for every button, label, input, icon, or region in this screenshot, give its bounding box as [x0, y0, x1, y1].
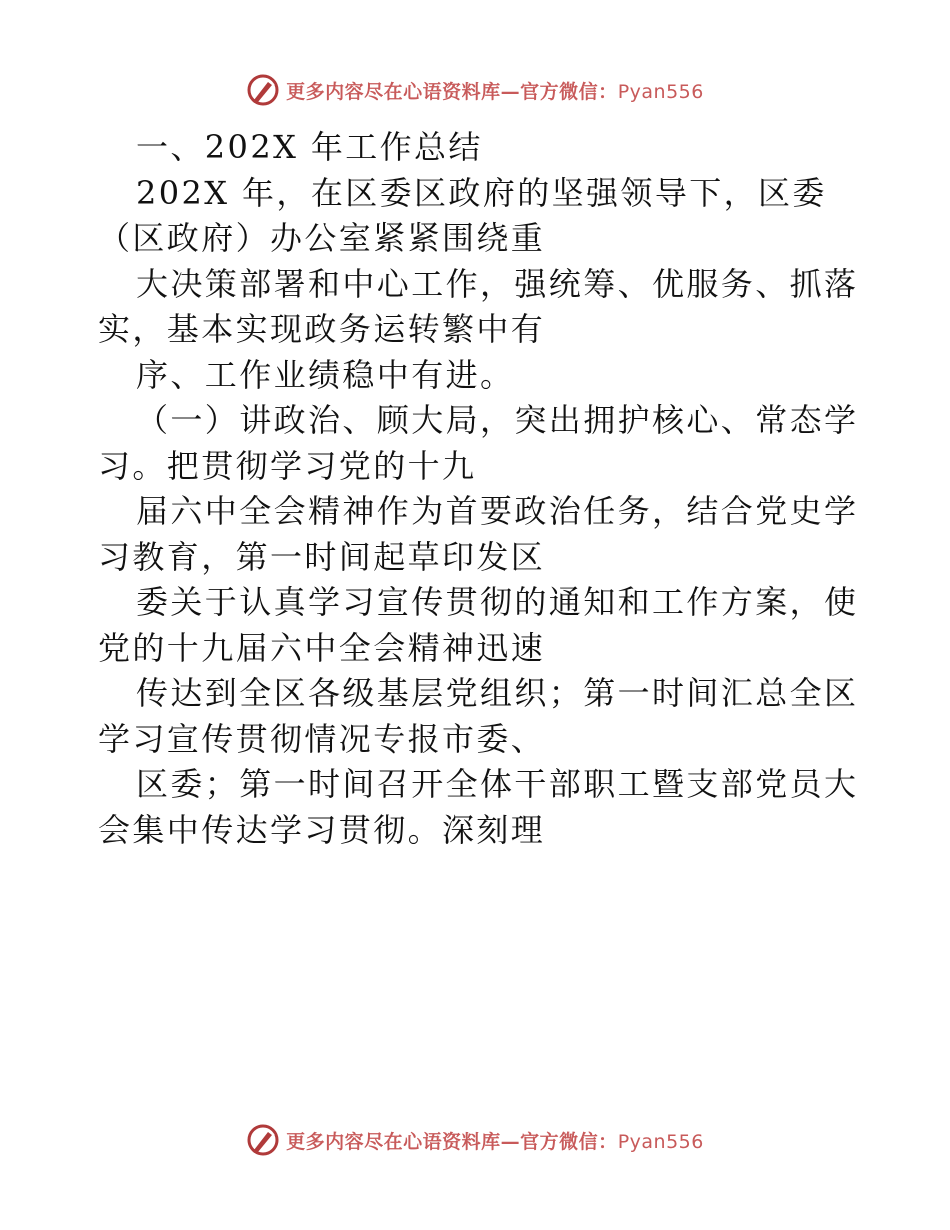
- quill-pen-circle-icon: [246, 1123, 280, 1157]
- paragraph-line: 党的十九届六中全会精神迅速: [98, 628, 546, 667]
- watermark-text: 更多内容尽在心语资料库—官方微信：Pyan556: [286, 1130, 704, 1153]
- paragraph-line: 习。把贯彻学习党的十九: [98, 446, 477, 485]
- watermark-text: 更多内容尽在心语资料库—官方微信：Pyan556: [286, 80, 704, 103]
- section-title: 一、202X 年工作总结: [136, 128, 483, 166]
- paragraph-line: 202X 年，在区委区政府的坚强领导下，区委: [136, 173, 827, 212]
- document-body: [98, 125, 858, 853]
- paragraph-line: 大决策部署和中心工作，强统筹、优服务、抓落: [136, 264, 858, 303]
- paragraph-line: （区政府）办公室紧紧围绕重: [98, 219, 546, 257]
- paragraph-line: 区委；第一时间召开全体干部职工暨支部党员大: [136, 765, 858, 803]
- paragraph-line: 习教育，第一时间起草印发区: [98, 537, 546, 576]
- footer-watermark: [0, 1120, 950, 1160]
- paragraph-line: 序、工作业绩稳中有进。: [136, 355, 515, 394]
- header-watermark: [0, 70, 950, 110]
- subsection-line: （一）讲政治、顾大局，突出拥护核心、常态学: [136, 401, 858, 439]
- paragraph-line: 学习宣传贯彻情况专报市委、: [98, 719, 546, 758]
- paragraph-line: 委关于认真学习宣传贯彻的通知和工作方案，使: [136, 583, 858, 621]
- quill-pen-circle-icon: [246, 73, 280, 107]
- paragraph-line: 传达到全区各级基层党组织；第一时间汇总全区: [136, 674, 858, 712]
- paragraph-line: 会集中传达学习贯彻。深刻理: [98, 810, 546, 849]
- paragraph-line: 届六中全会精神作为首要政治任务，结合党史学: [136, 492, 858, 530]
- paragraph-line: 实，基本实现政务运转繁中有: [98, 310, 546, 348]
